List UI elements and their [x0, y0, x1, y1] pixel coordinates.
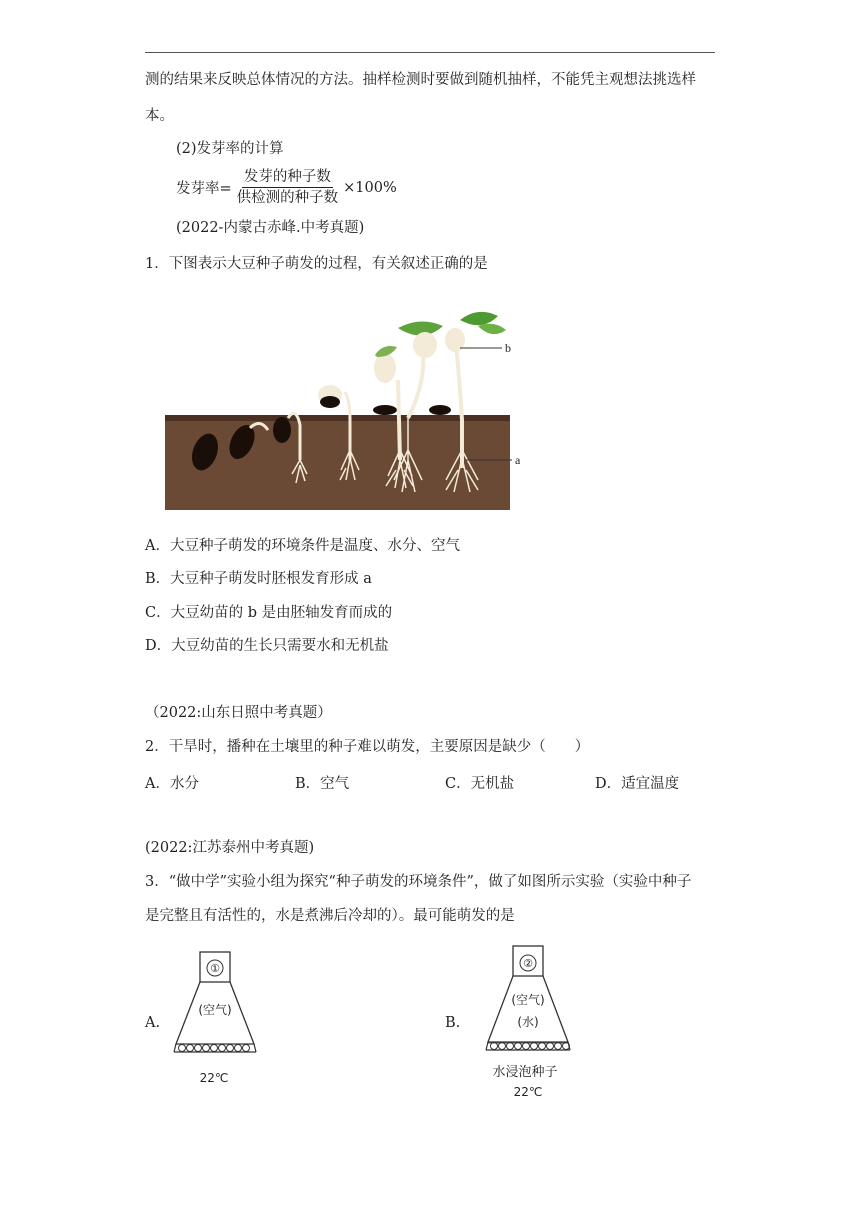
q2-option-c[interactable]: C．无机盐 — [445, 776, 515, 792]
q1-option-c[interactable]: C．大豆幼苗的 b 是由胚轴发育而成的 — [145, 605, 393, 621]
q3-option-a-letter[interactable]: A. — [145, 1015, 161, 1031]
germination-rate-formula — [176, 168, 397, 207]
formula-numerator: 发芽的种子数 — [242, 168, 333, 188]
flask-b-temp: 22℃ — [513, 1085, 543, 1099]
label-a: a — [515, 453, 521, 467]
q1-option-d[interactable]: D．大豆幼苗的生长只需要水和无机盐 — [145, 638, 389, 654]
label-b: b — [505, 341, 511, 355]
flask-b-number: ② — [523, 957, 533, 970]
formula-lhs: 发芽率= — [176, 181, 232, 197]
flask-a-inside: (空气) — [198, 1003, 232, 1017]
flask-a-seeds — [179, 1045, 250, 1052]
q1-option-a[interactable]: A．大豆种子萌发的环境条件是温度、水分、空气 — [145, 538, 460, 554]
q1-source: (2022-内蒙古赤峰.中考真题) — [176, 220, 365, 236]
header-rule — [145, 52, 715, 53]
q2-stem: 2．干旱时，播种在土壤里的种子难以萌发，主要原因是缺少（ ） — [145, 739, 590, 755]
formula-heading: (2)发芽率的计算 — [176, 141, 284, 157]
q1-option-b[interactable]: B．大豆种子萌发时胚根发育形成 a — [145, 571, 372, 587]
flask-a[interactable] — [170, 948, 260, 1088]
q3-option-b-letter[interactable]: B. — [445, 1015, 461, 1031]
intro-line-2: 本。 — [145, 108, 174, 124]
flask-a-number: ① — [210, 962, 220, 975]
formula-denominator: 供检测的种子数 — [236, 190, 339, 206]
q1-stem: 1．下图表示大豆种子萌发的过程，有关叙述正确的是 — [145, 256, 488, 272]
formula-suffix: ×100% — [343, 179, 397, 196]
q2-option-d[interactable]: D．适宜温度 — [595, 776, 680, 792]
intro-line-1: 测的结果来反映总体情况的方法。抽样检测时要做到随机抽样，不能凭主观想法挑选样 — [145, 72, 696, 88]
flask-b[interactable] — [478, 942, 578, 1102]
flask-b-seeds — [491, 1043, 570, 1050]
soybean-germination-figure — [160, 300, 530, 515]
flask-b-inside-1: (空气) — [511, 993, 545, 1007]
q3-stem-line-2: 是完整且有活性的，水是煮沸后冷却的）。最可能萌发的是 — [145, 908, 515, 924]
q2-option-a[interactable]: A．水分 — [145, 776, 199, 792]
flask-b-caption: 水浸泡种子 — [492, 1065, 558, 1080]
q3-stem-line-1: 3．“做中学”实验小组为探究“种子萌发的环境条件”，做了如图所示实验（实验中种子 — [145, 874, 692, 890]
flask-b-inside-2: (水) — [517, 1015, 539, 1029]
q3-source: (2022:江苏泰州中考真题) — [145, 840, 315, 856]
soil — [165, 415, 510, 510]
q2-source: （2022:山东日照中考真题） — [145, 705, 332, 721]
q2-option-b[interactable]: B．空气 — [295, 776, 350, 792]
flask-a-temp: 22℃ — [199, 1071, 229, 1085]
formula-fraction — [235, 168, 341, 207]
